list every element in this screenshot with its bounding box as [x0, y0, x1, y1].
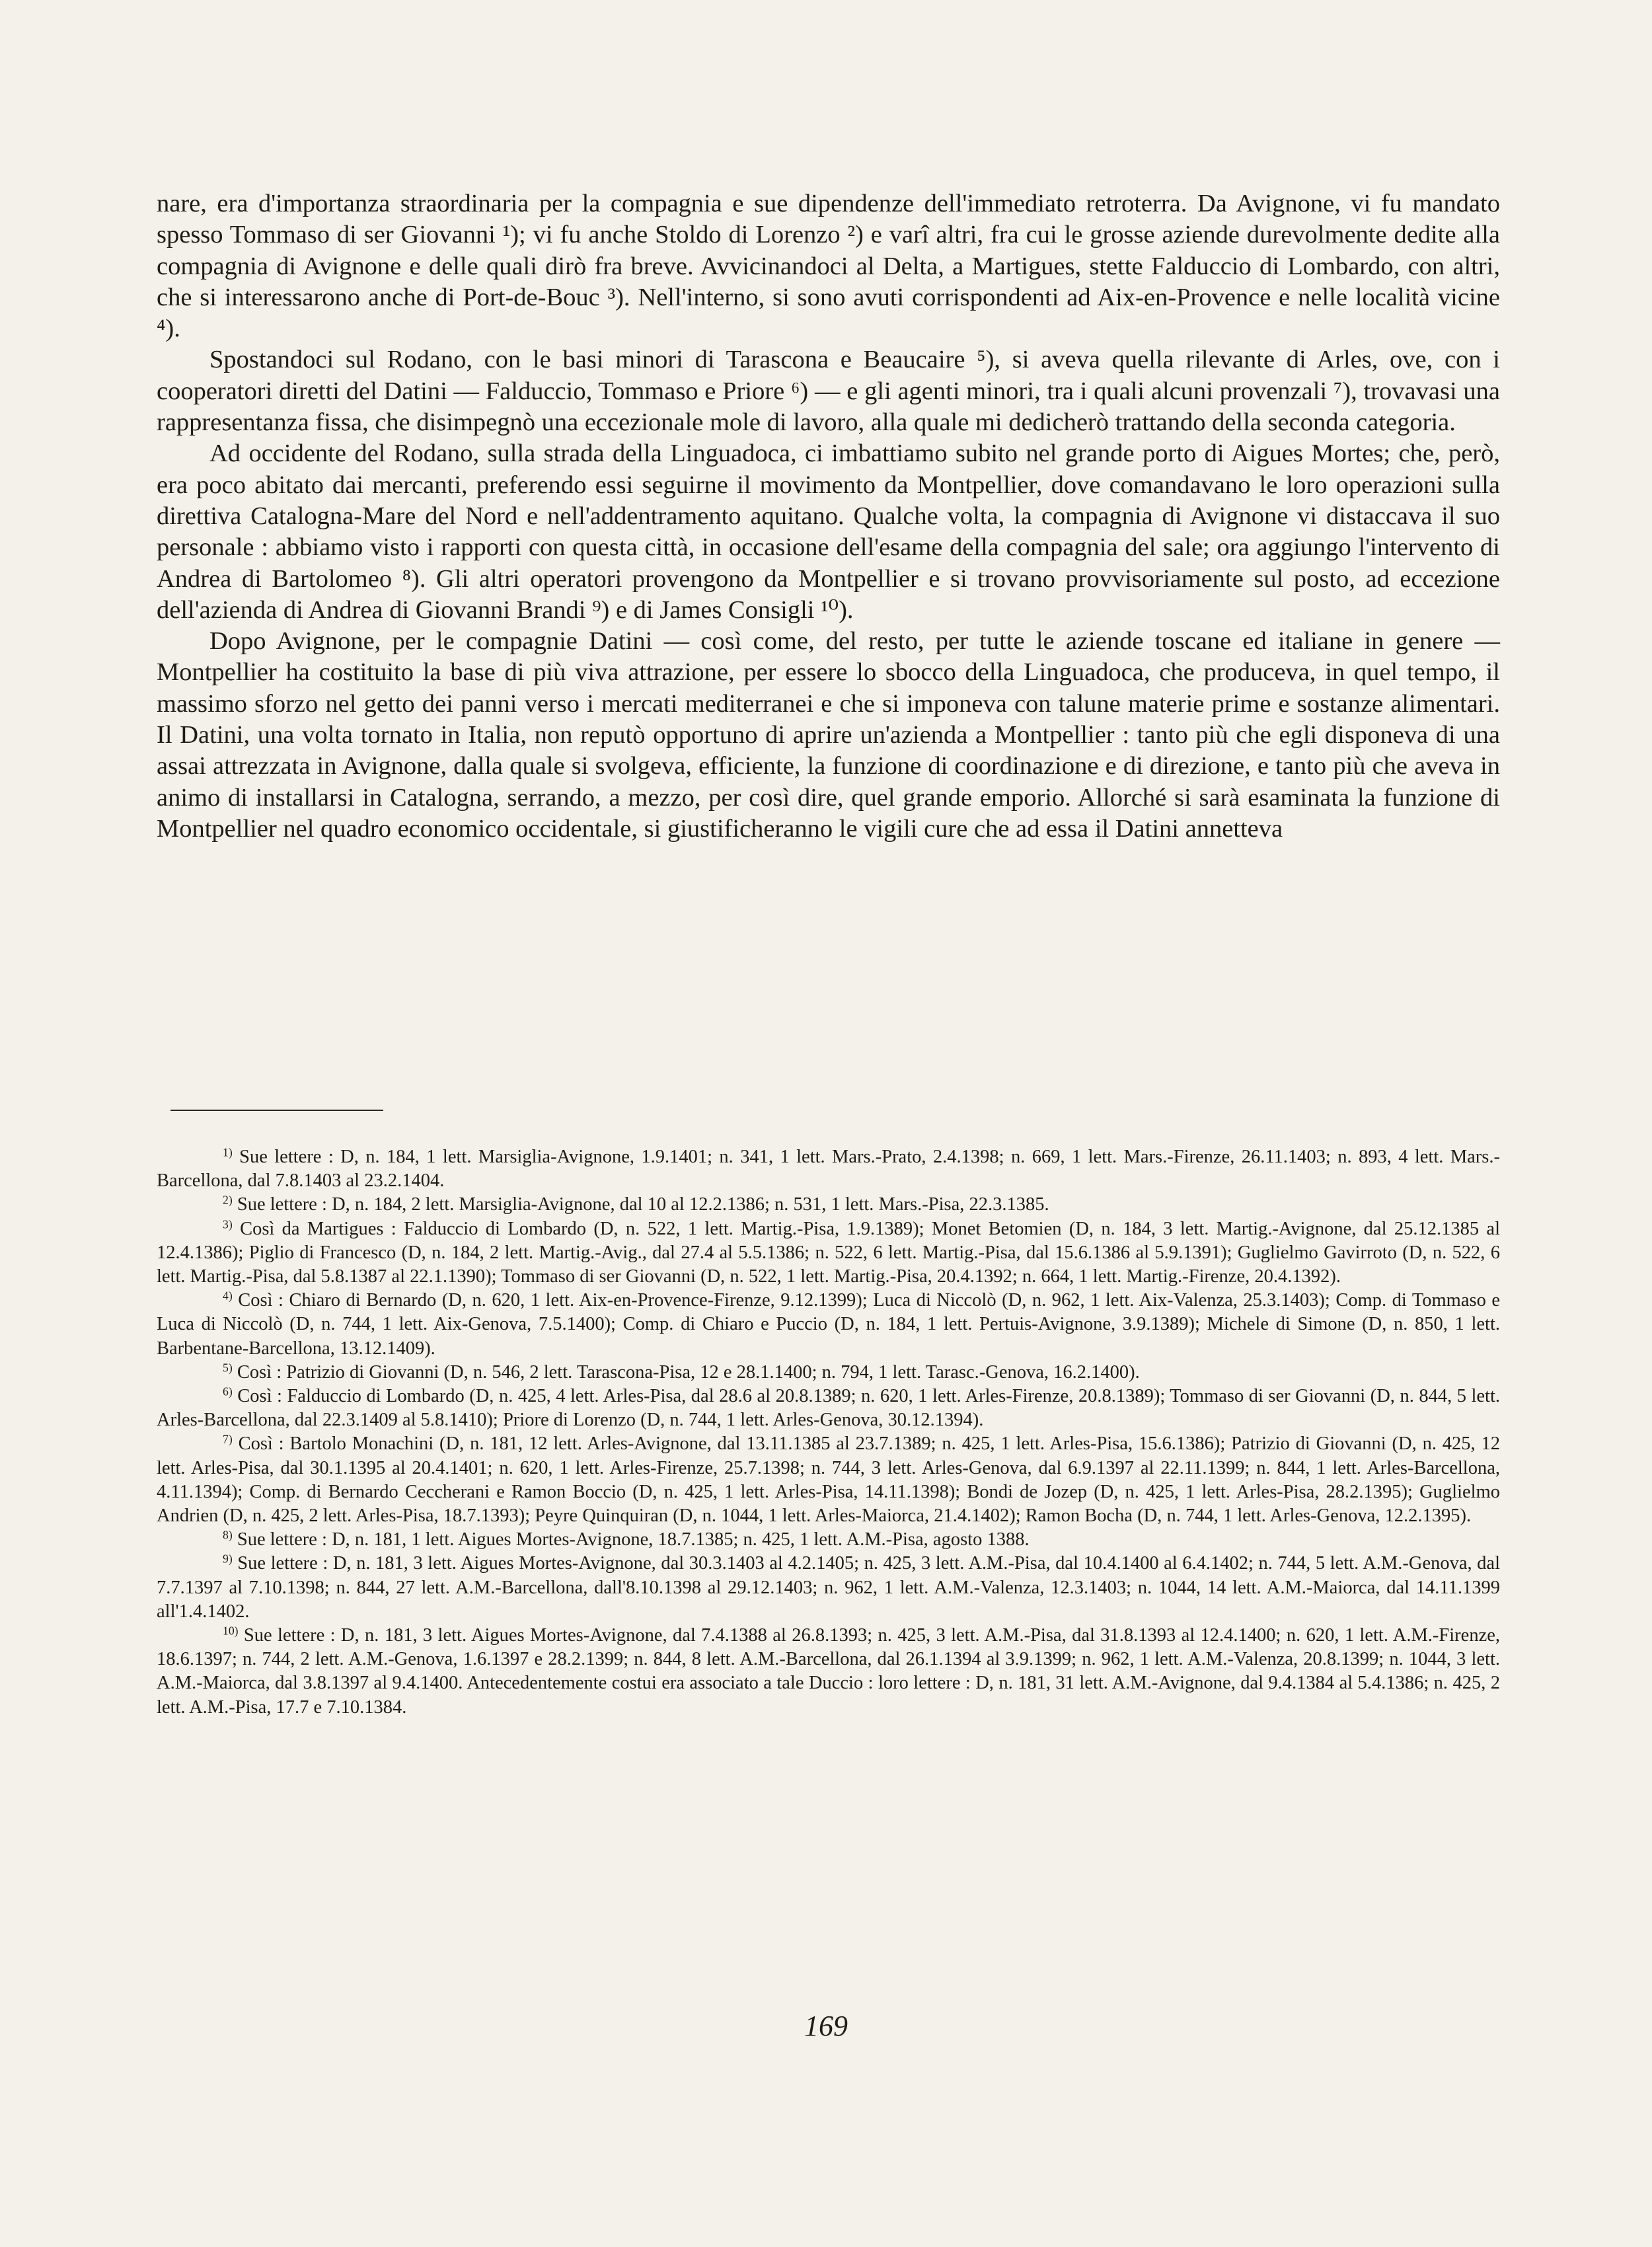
footnote-5: [157, 1361, 1500, 1385]
footnote-text: Così da Martigues : Falduccio di Lombardo (D, n. 522, 1 lett. Martig.-Pisa, 1.9.1389); Monet Betomien (D, n. 184, 3 lett. Martig.-Avignone, dal 25.12.1385 al 12.4.1386); Piglio di Francesco (D, n. 184, 2 lett. Martig.-Avig., dal 27.4 al 5.5.1386; n. 522, 6 lett. Martig.-Pisa, dal 15.6.1386 al 5.9.1391); Guglielmo Gavirroto (D, n. 522, 6 lett. Martig.-Pisa, dal 5.8.1387 al 22.1.1390); Tommaso di ser Giovanni (D, n. 522, 1 lett. Martig.-Pisa, 20.4.1392; n. 664, 1 lett. Martig.-Firenze, 20.4.1392).: [157, 1218, 1500, 1287]
footnote-separator: [170, 1110, 383, 1111]
footnote-mark: 2): [223, 1193, 233, 1207]
footnote-9: [157, 1552, 1500, 1624]
footnote-1: [157, 1145, 1500, 1193]
footnote-mark: 9): [223, 1552, 233, 1566]
body-paragraph-3: Ad occidente del Rodano, sulla strada della Linguadoca, ci imbattiamo subito nel grande porto di Aigues Mortes; che, però, era poco abitato dai mercanti, preferendo essi seguirne il movimento da Montpellier, dove comandavano le loro operazioni sulla direttiva Catalogna-Mare del Nord e nell'addentramento aquitano. Qualche volta, la compagnia di Avignone vi distaccava il suo personale : abbiamo visto i rapporti con questa città, in occasione dell'esame della compagnia del sale; ora aggiungo l'intervento di Andrea di Bartolomeo ⁸). Gli altri operatori provengono da Montpellier e si trovano provvisoriamente sul posto, ad eccezione dell'azienda di Andrea di Giovanni Brandi ⁹) e di James Consigli ¹⁰).: [157, 439, 1500, 624]
footnote-8: [157, 1528, 1500, 1552]
footnote-mark: 5): [223, 1361, 233, 1375]
footnote-mark: 4): [223, 1289, 233, 1303]
footnote-mark: 7): [223, 1432, 233, 1446]
footnote-text: Sue lettere : D, n. 184, 2 lett. Marsiglia-Avignone, dal 10 al 12.2.1386; n. 531, 1 lett. Mars.-Pisa, 22.3.1385.: [237, 1194, 1049, 1215]
footnote-text: Sue lettere : D, n. 181, 3 lett. Aigues Mortes-Avignone, dal 30.3.1403 al 4.2.1405; n. 425, 3 lett. A.M.-Pisa, dal 10.4.1400 al 6.4.1402; n. 744, 5 lett. A.M.-Genova, dal 7.7.1397 al 7.10.1398; n. 844, 27 lett. A.M.-Barcellona, dall'8.10.1398 al 29.12.1403; n. 962, 1 lett. A.M.-Valenza, 12.3.1403; n. 1044, 14 lett. A.M.-Maiorca, dal 14.11.1399 all'1.4.1402.: [157, 1553, 1500, 1622]
footnote-2: [157, 1193, 1500, 1217]
footnote-mark: 6): [223, 1385, 233, 1398]
footnote-mark: 8): [223, 1528, 233, 1542]
footnote-mark: 3): [223, 1217, 233, 1231]
footnote-7: [157, 1432, 1500, 1528]
footnote-4: [157, 1289, 1500, 1361]
footnote-text: Sue lettere : D, n. 181, 1 lett. Aigues Mortes-Avignone, 18.7.1385; n. 425, 1 lett. A.M.-Pisa, agosto 1388.: [237, 1529, 1030, 1550]
footnote-text: Così : Patrizio di Giovanni (D, n. 546, 2 lett. Tarascona-Pisa, 12 e 28.1.1400; n. 794, 1 lett. Tarasc.-Genova, 16.2.1400).: [237, 1361, 1140, 1383]
body-paragraph-2: Spostandoci sul Rodano, con le basi minori di Tarascona e Beaucaire ⁵), si aveva quella rilevante di Arles, ove, con i cooperatori diretti del Datini — Falduccio, Tommaso e Priore ⁶) — e gli agenti minori, tra i quali alcuni provenzali ⁷), trovavasi una rappresentanza fissa, che disimpegnò una eccezionale mole di lavoro, alla quale mi dedicherò trattando della seconda categoria.: [157, 346, 1500, 437]
footnote-text: Così : Bartolo Monachini (D, n. 181, 12 lett. Arles-Avignone, dal 13.11.1385 al 23.7.1389; n. 425, 1 lett. Arles-Pisa, 15.6.1386); Patrizio di Giovanni (D, n. 425, 12 lett. Arles-Pisa, dal 30.1.1395 al 20.4.1401; n. 620, 1 lett. Arles-Firenze, 25.7.1398; n. 744, 3 lett. Arles-Genova, dal 6.9.1397 al 22.11.1399; n. 844, 1 lett. Arles-Barcellona, 4.11.1394); Comp. di Bernardo Ceccherani e Ramon Boccio (D, n. 425, 1 lett. Arles-Pisa, 14.11.1398); Bondi de Jozep (D, n. 425, 1 lett. Arles-Pisa, 28.2.1395); Guglielmo Andrien (D, n. 425, 2 lett. Arles-Pisa, 18.7.1393); Peyre Quinquiran (D, n. 1044, 1 lett. Arles-Maiorca, 21.4.1402); Ramon Bocha (D, n. 744, 1 lett. Arles-Genova, 12.2.1395).: [157, 1433, 1501, 1527]
footnote-text: Sue lettere : D, n. 181, 3 lett. Aigues Mortes-Avignone, dal 7.4.1388 al 26.8.1393; n. 425, 3 lett. A.M.-Pisa, dal 31.8.1393 al 12.4.1400; n. 620, 1 lett. A.M.-Firenze, 18.6.1397; n. 744, 2 lett. A.M.-Genova, 1.6.1397 e 28.2.1399; n. 844, 8 lett. A.M.-Barcellona, dal 26.1.1394 al 3.9.1399; n. 962, 1 lett. A.M.-Valenza, 20.8.1399; n. 1044, 3 lett. A.M.-Maiorca, dal 3.8.1397 al 9.4.1400. Antecedentemente costui era associato a tale Duccio : loro lettere : D, n. 181, 31 lett. A.M.-Avignone, dal 9.4.1384 al 5.4.1386; n. 425, 2 lett. A.M.-Pisa, 17.7 e 7.10.1384.: [157, 1625, 1500, 1718]
footnote-3: [157, 1217, 1500, 1289]
footnotes: [157, 1145, 1500, 1720]
footnote-10: [157, 1624, 1500, 1720]
footnote-text: Sue lettere : D, n. 184, 1 lett. Marsiglia-Avignone, 1.9.1401; n. 341, 1 lett. Mars.-Prato, 2.4.1398; n. 669, 1 lett. Mars.-Firenze, 26.11.1403; n. 893, 4 lett. Mars.-Barcellona, dal 7.8.1403 al 23.2.1404.: [157, 1147, 1501, 1192]
body-paragraph-1: nare, era d'importanza straordinaria per la compagnia e sue dipendenze dell'immediato retroterra. Da Avignone, vi fu mandato spesso Tommaso di ser Giovanni ¹); vi fu anche Stoldo di Lorenzo ²) e varî altri, fra cui le grosse aziende durevolmente dedite alla compagnia di Avignone e delle quali dirò fra breve. Avvicinandoci al Delta, a Martigues, stette Falduccio di Lombardo, con altri, che si interessarono anche di Port-de-Bouc ³). Nell'interno, si sono avuti corrispondenti ad Aix-en-Provence e nelle località vicine ⁴).: [157, 190, 1500, 343]
footnote-text: Così : Chiaro di Bernardo (D, n. 620, 1 lett. Aix-en-Provence-Firenze, 9.12.1399); Luca di Niccolò (D, n. 962, 1 lett. Aix-Valenza, 25.3.1403); Comp. di Tommaso e Luca di Niccolò (D, n. 744, 1 lett. Aix-Genova, 7.5.1400); Comp. di Chiaro e Puccio (D, n. 184, 1 lett. Pertuis-Avignone, 3.9.1389); Michele di Simone (D, n. 850, 1 lett. Barbentane-Barcellona, 13.12.1409).: [157, 1290, 1501, 1359]
footnote-mark: 10): [223, 1624, 239, 1638]
page-number: 169: [804, 2010, 848, 2042]
main-text: [157, 188, 1500, 845]
footnote-6: [157, 1385, 1500, 1432]
body-paragraph-4: Dopo Avignone, per le compagnie Datini — così come, del resto, per tutte le aziende toscane ed italiane in genere — Montpellier ha costituito la base di più viva attrazione, per essere lo sbocco della Linguadoca, che produceva, in quel tempo, il massimo sforzo nel getto dei panni verso i mercati mediterranei e che si imponeva con talune materie prime e sostanze alimentari. Il Datini, una volta tornato in Italia, non reputò opportuno di aprire un'azienda a Montpellier : tanto più che egli disponeva di una assai attrezzata in Avignone, dalla quale si svolgeva, efficiente, la funzione di coordinazione e di direzione, e tanto più che aveva in animo di installarsi in Catalogna, serrando, a mezzo, per così dire, quel grande emporio. Allorché si sarà esaminata la funzione di Montpellier nel quadro economico occidentale, si giustificheranno le vigili cure che ad essa il Datini annetteva: [157, 627, 1500, 843]
footnote-mark: 1): [223, 1145, 233, 1159]
footnote-text: Così : Falduccio di Lombardo (D, n. 425, 4 lett. Arles-Pisa, dal 28.6 al 20.8.1389; n. 620, 1 lett. Arles-Firenze, 20.8.1389); Tommaso di ser Giovanni (D, n. 844, 5 lett. Arles-Barcellona, dal 22.3.1409 al 5.8.1410); Priore di Lorenzo (D, n. 744, 1 lett. Arles-Genova, 30.12.1394).: [157, 1386, 1501, 1431]
